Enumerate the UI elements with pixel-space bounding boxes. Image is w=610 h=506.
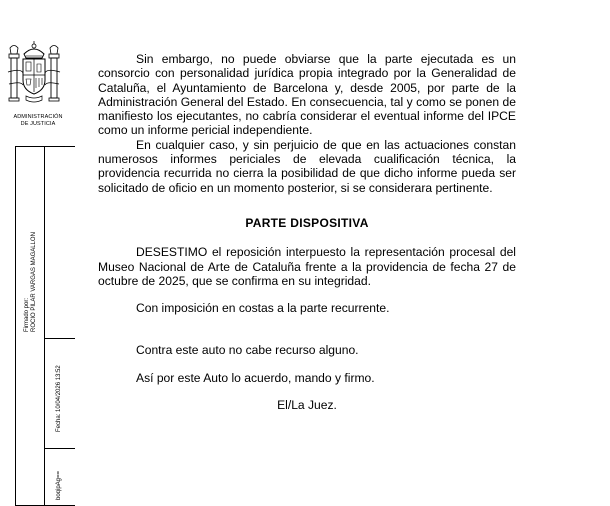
sidebar-divider-vertical bbox=[44, 146, 45, 506]
paragraph-informes: En cualquier caso, y sin perjuicio de que en las actuaciones constan numerosos informes periciales de elevada cualificación técnica, la providencia recurrida no cierra la posibilidad de que dicho informe pueda ser solicitado de oficio en un momento posterior, si se considerara pertinente. bbox=[98, 137, 516, 195]
signature-date: Fecha: 10/04/2026 13:52 bbox=[56, 365, 62, 432]
costs-line: Con imposición en costas a la parte recurrente. bbox=[136, 301, 390, 316]
sidebar-divider bbox=[44, 448, 75, 449]
ruling-paragraph: DESESTIMO el reposición interpuesto la representación procesal del Museo Nacional de Arte de Cataluña frente a la providencia de fecha 27 de octubre de 2025, que se confirma en su integridad. bbox=[98, 245, 516, 288]
institution-label bbox=[0, 114, 76, 128]
signed-by-label: Firmado por: bbox=[24, 297, 30, 332]
section-heading: PARTE DISPOSITIVA bbox=[245, 215, 369, 230]
institution-line-1: ADMINISTRACIÓN bbox=[13, 114, 63, 120]
signer-name: ROCIO PILAR VARGAS MAGALLON bbox=[31, 232, 37, 332]
document-body bbox=[98, 52, 516, 412]
sidebar-divider bbox=[44, 338, 75, 339]
order-line: Así por este Auto lo acuerdo, mando y firmo. bbox=[136, 370, 375, 385]
verification-code: boqipAg== bbox=[56, 470, 62, 500]
no-appeal-line: Contra este auto no cabe recurso alguno. bbox=[136, 343, 359, 358]
spain-coat-of-arms-icon bbox=[6, 40, 62, 115]
paragraph-consorcio: Sin embargo, no puede obviarse que la parte ejecutada es un consorcio con personalidad jurídica propia integrado por la Generalidad de Cataluña, el Ayuntamiento de Barcelona y, desde 2005, por parte de la Administración General del Estado. En consecuencia, tal y como se ponen de manifiesto los ejecutantes, no cabría considerar el eventual informe del IPCE como un informe pericial independiente. bbox=[98, 52, 516, 138]
institution-line-2: DE JUSTICIA bbox=[20, 121, 56, 127]
signatory-line: El/La Juez. bbox=[277, 398, 337, 413]
